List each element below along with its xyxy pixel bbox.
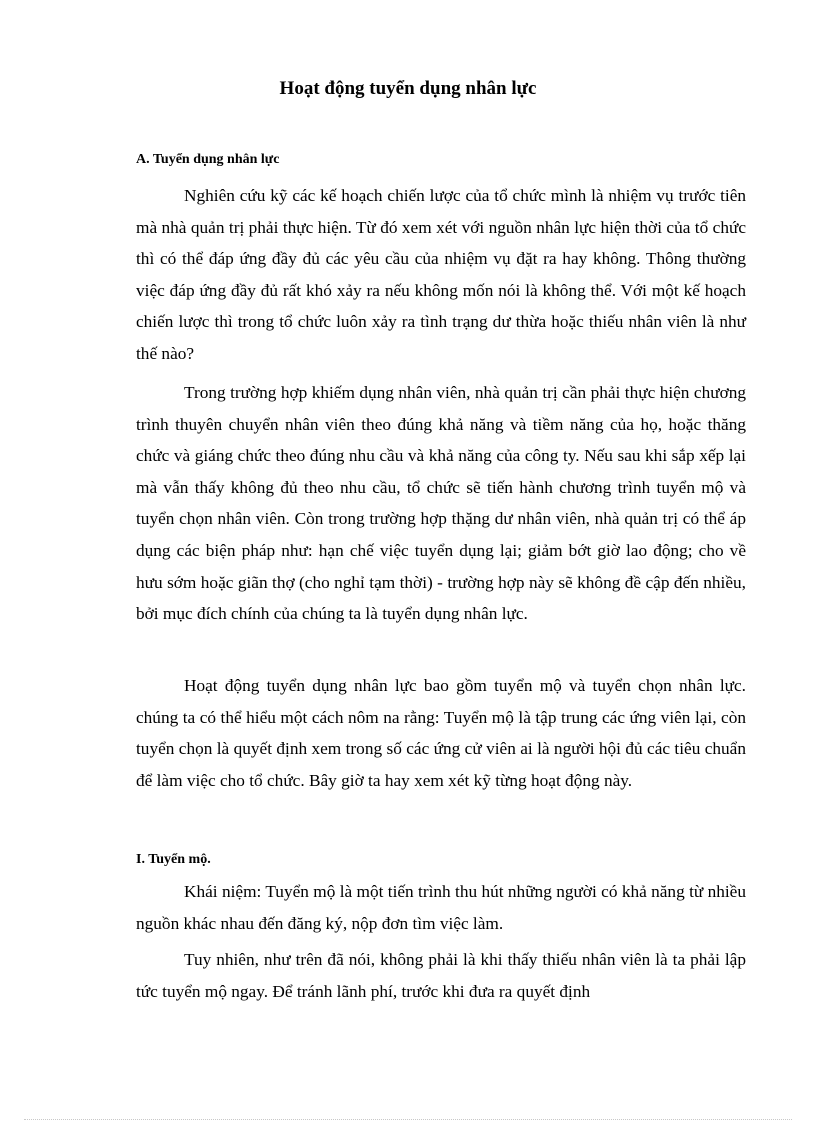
page-bottom-divider: [24, 1119, 792, 1120]
section-i-paragraph-2: Tuy nhiên, như trên đã nói, không phải là khi thấy thiếu nhân viên là ta phải lập tức tuyển mộ ngay. Để tránh lãnh phí, trước khi đưa ra quyết định: [136, 950, 746, 1001]
section-a-paragraph-1: Nghiên cứu kỹ các kế hoạch chiến lược của tổ chức mình là nhiệm vụ trước tiên mà nhà quản trị phải thực hiện. Từ đó xem xét với nguồn nhân lực hiện thời của tổ chức thì có thể đáp ứng đầy đủ các yêu cầu của nhiệm vụ đặt ra hay không. Thông thường việc đáp ứng đầy đủ rất khó xảy ra nếu không mốn nói là không thể. Với một kế hoạch chiến lược thì trong tổ chức luôn xảy ra tình trạng dư thừa hoặc thiếu nhân viên là như thế nào?: [136, 186, 746, 363]
section-a-paragraph-2: Trong trường hợp khiếm dụng nhân viên, nhà quản trị cần phải thực hiện chương trình thuyên chuyển nhân viên theo đúng khả năng và tiềm năng của họ, hoặc thăng chức và giáng chức theo đúng nhu cầu và khả năng của công ty. Nếu sau khi sắp xếp lại mà vẫn thấy không đủ theo nhu cầu, tổ chức sẽ tiến hành chương trình tuyển mộ và tuyển chọn nhân viên. Còn trong trường hợp thặng dư nhân viên, nhà quản trị có thể áp dụng các biện pháp như: hạn chế việc tuyển dụng lại; giảm bớt giờ lao động; cho về hưu sớm hoặc giãn thợ (cho nghỉ tạm thời) - trường hợp này sẽ không đề cập đến nhiều, bởi mục đích chính của chúng ta là tuyển dụng nhân lực.: [136, 383, 746, 624]
section-a-paragraph-3: Hoạt động tuyển dụng nhân lực bao gồm tuyển mộ và tuyển chọn nhân lực. chúng ta có thể hiểu một cách nôm na rằng: Tuyển mộ là tập trung các ứng viên lại, còn tuyển chọn là quyết định xem trong số các ứng cử viên ai là người hội đủ các tiêu chuẩn để làm việc cho tổ chức. Bây giờ ta hay xem xét kỹ từng hoạt động này.: [136, 676, 746, 790]
document-title: Hoạt động tuyển dụng nhân lực: [279, 78, 537, 99]
section-i-paragraph-1: Khái niệm: Tuyển mộ là một tiến trình thu hút những người có khả năng từ nhiều nguồn khác nhau đến đăng ký, nộp đơn tìm việc làm.: [136, 882, 746, 933]
section-a-heading: A. Tuyển dụng nhân lực: [136, 152, 280, 167]
section-i-heading: I. Tuyển mộ.: [136, 852, 211, 867]
